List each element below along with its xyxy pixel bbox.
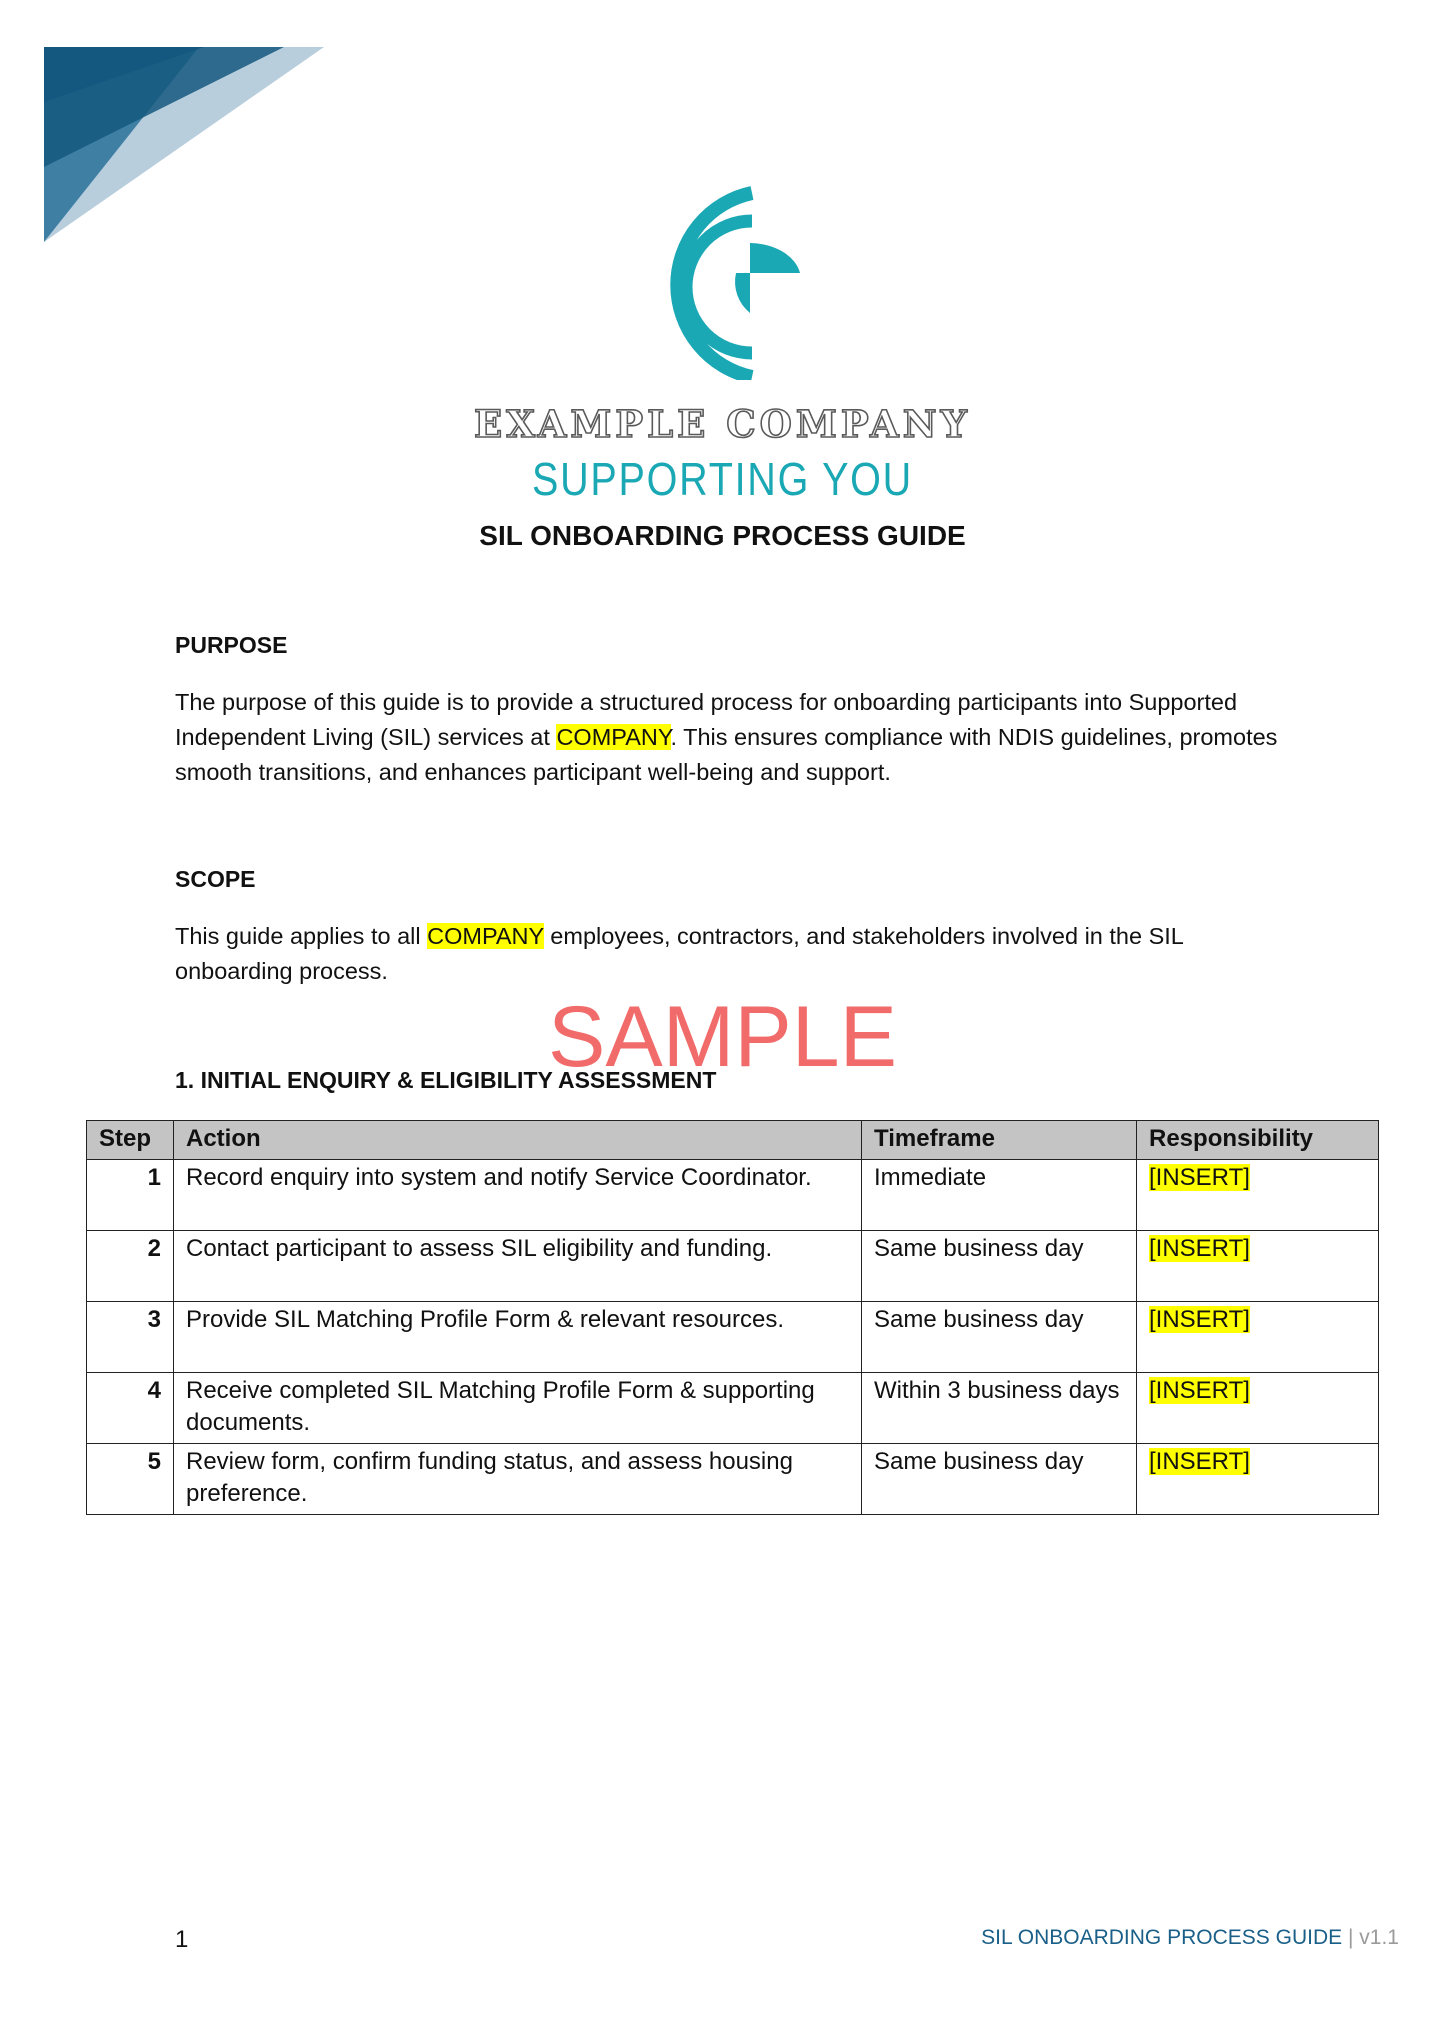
step-action: Review form, confirm funding status, and assess housing preference.	[174, 1444, 862, 1515]
scope-text-start: This guide applies to all	[175, 923, 428, 949]
corner-decoration	[44, 47, 324, 242]
column-header-action: Action	[174, 1121, 862, 1160]
purpose-paragraph	[175, 685, 1295, 790]
insert-placeholder: [INSERT]	[1149, 1306, 1250, 1333]
table-row	[87, 1231, 1379, 1302]
step-number: 2	[87, 1231, 174, 1302]
footer-version: v1.1	[1359, 1926, 1399, 1949]
column-header-timeframe: Timeframe	[862, 1121, 1137, 1160]
step-responsibility	[1137, 1302, 1379, 1373]
purpose-text-start: The purpose of this guide is to provide a structured process for onboarding participants into Supported Independent Living (SIL) services at	[175, 689, 1238, 750]
section-1-heading: 1. INITIAL ENQUIRY & ELIGIBILITY ASSESSMENT	[175, 1067, 717, 1093]
scope-paragraph	[175, 919, 1295, 989]
insert-placeholder: [INSERT]	[1149, 1235, 1250, 1262]
step-action: Contact participant to assess SIL eligibility and funding.	[174, 1231, 862, 1302]
company-logo-icon	[640, 185, 805, 380]
step-timeframe: Immediate	[862, 1160, 1137, 1231]
table-row	[87, 1444, 1379, 1515]
table-header-row	[87, 1121, 1379, 1160]
insert-placeholder: [INSERT]	[1149, 1164, 1250, 1191]
insert-placeholder: [INSERT]	[1149, 1448, 1250, 1475]
company-placeholder: COMPANY	[556, 724, 671, 750]
insert-placeholder: [INSERT]	[1149, 1377, 1250, 1404]
step-responsibility	[1137, 1160, 1379, 1231]
step-number: 5	[87, 1444, 174, 1515]
step-timeframe: Same business day	[862, 1231, 1137, 1302]
step-action: Record enquiry into system and notify Service Coordinator.	[174, 1160, 862, 1231]
page-number: 1	[175, 1926, 189, 1953]
table-row	[87, 1373, 1379, 1444]
step-timeframe: Within 3 business days	[862, 1373, 1137, 1444]
step-responsibility	[1137, 1373, 1379, 1444]
step-number: 3	[87, 1302, 174, 1373]
step-number: 1	[87, 1160, 174, 1231]
company-name: EXAMPLE COMPANY	[474, 402, 971, 446]
step-number: 4	[87, 1373, 174, 1444]
step-action: Provide SIL Matching Profile Form & relevant resources.	[174, 1302, 862, 1373]
footer-title: SIL ONBOARDING PROCESS GUIDE	[981, 1926, 1343, 1949]
column-header-responsibility: Responsibility	[1137, 1121, 1379, 1160]
document-title: SIL ONBOARDING PROCESS GUIDE	[479, 520, 966, 551]
step-responsibility	[1137, 1444, 1379, 1515]
purpose-text-end: . This ensures compliance with NDIS guidelines, promotes smooth transitions, and enhances participant well-being and support.	[175, 724, 1278, 785]
scope-heading: SCOPE	[175, 866, 256, 892]
sample-watermark: SAMPLE	[548, 989, 897, 1085]
step-action: Receive completed SIL Matching Profile Form & supporting documents.	[174, 1373, 862, 1444]
table-row	[87, 1302, 1379, 1373]
footer-document-info	[981, 1926, 1399, 1950]
column-header-step: Step	[87, 1121, 174, 1160]
footer-separator: |	[1347, 1926, 1354, 1949]
step-timeframe: Same business day	[862, 1444, 1137, 1515]
scope-text-end: employees, contractors, and stakeholders involved in the SIL onboarding process.	[175, 923, 1183, 984]
purpose-heading: PURPOSE	[175, 632, 288, 658]
company-placeholder: COMPANY	[427, 923, 544, 949]
table-row	[87, 1160, 1379, 1231]
step-timeframe: Same business day	[862, 1302, 1137, 1373]
enquiry-steps-table	[86, 1120, 1379, 1515]
step-responsibility	[1137, 1231, 1379, 1302]
company-tagline: SUPPORTING YOU	[532, 453, 913, 505]
